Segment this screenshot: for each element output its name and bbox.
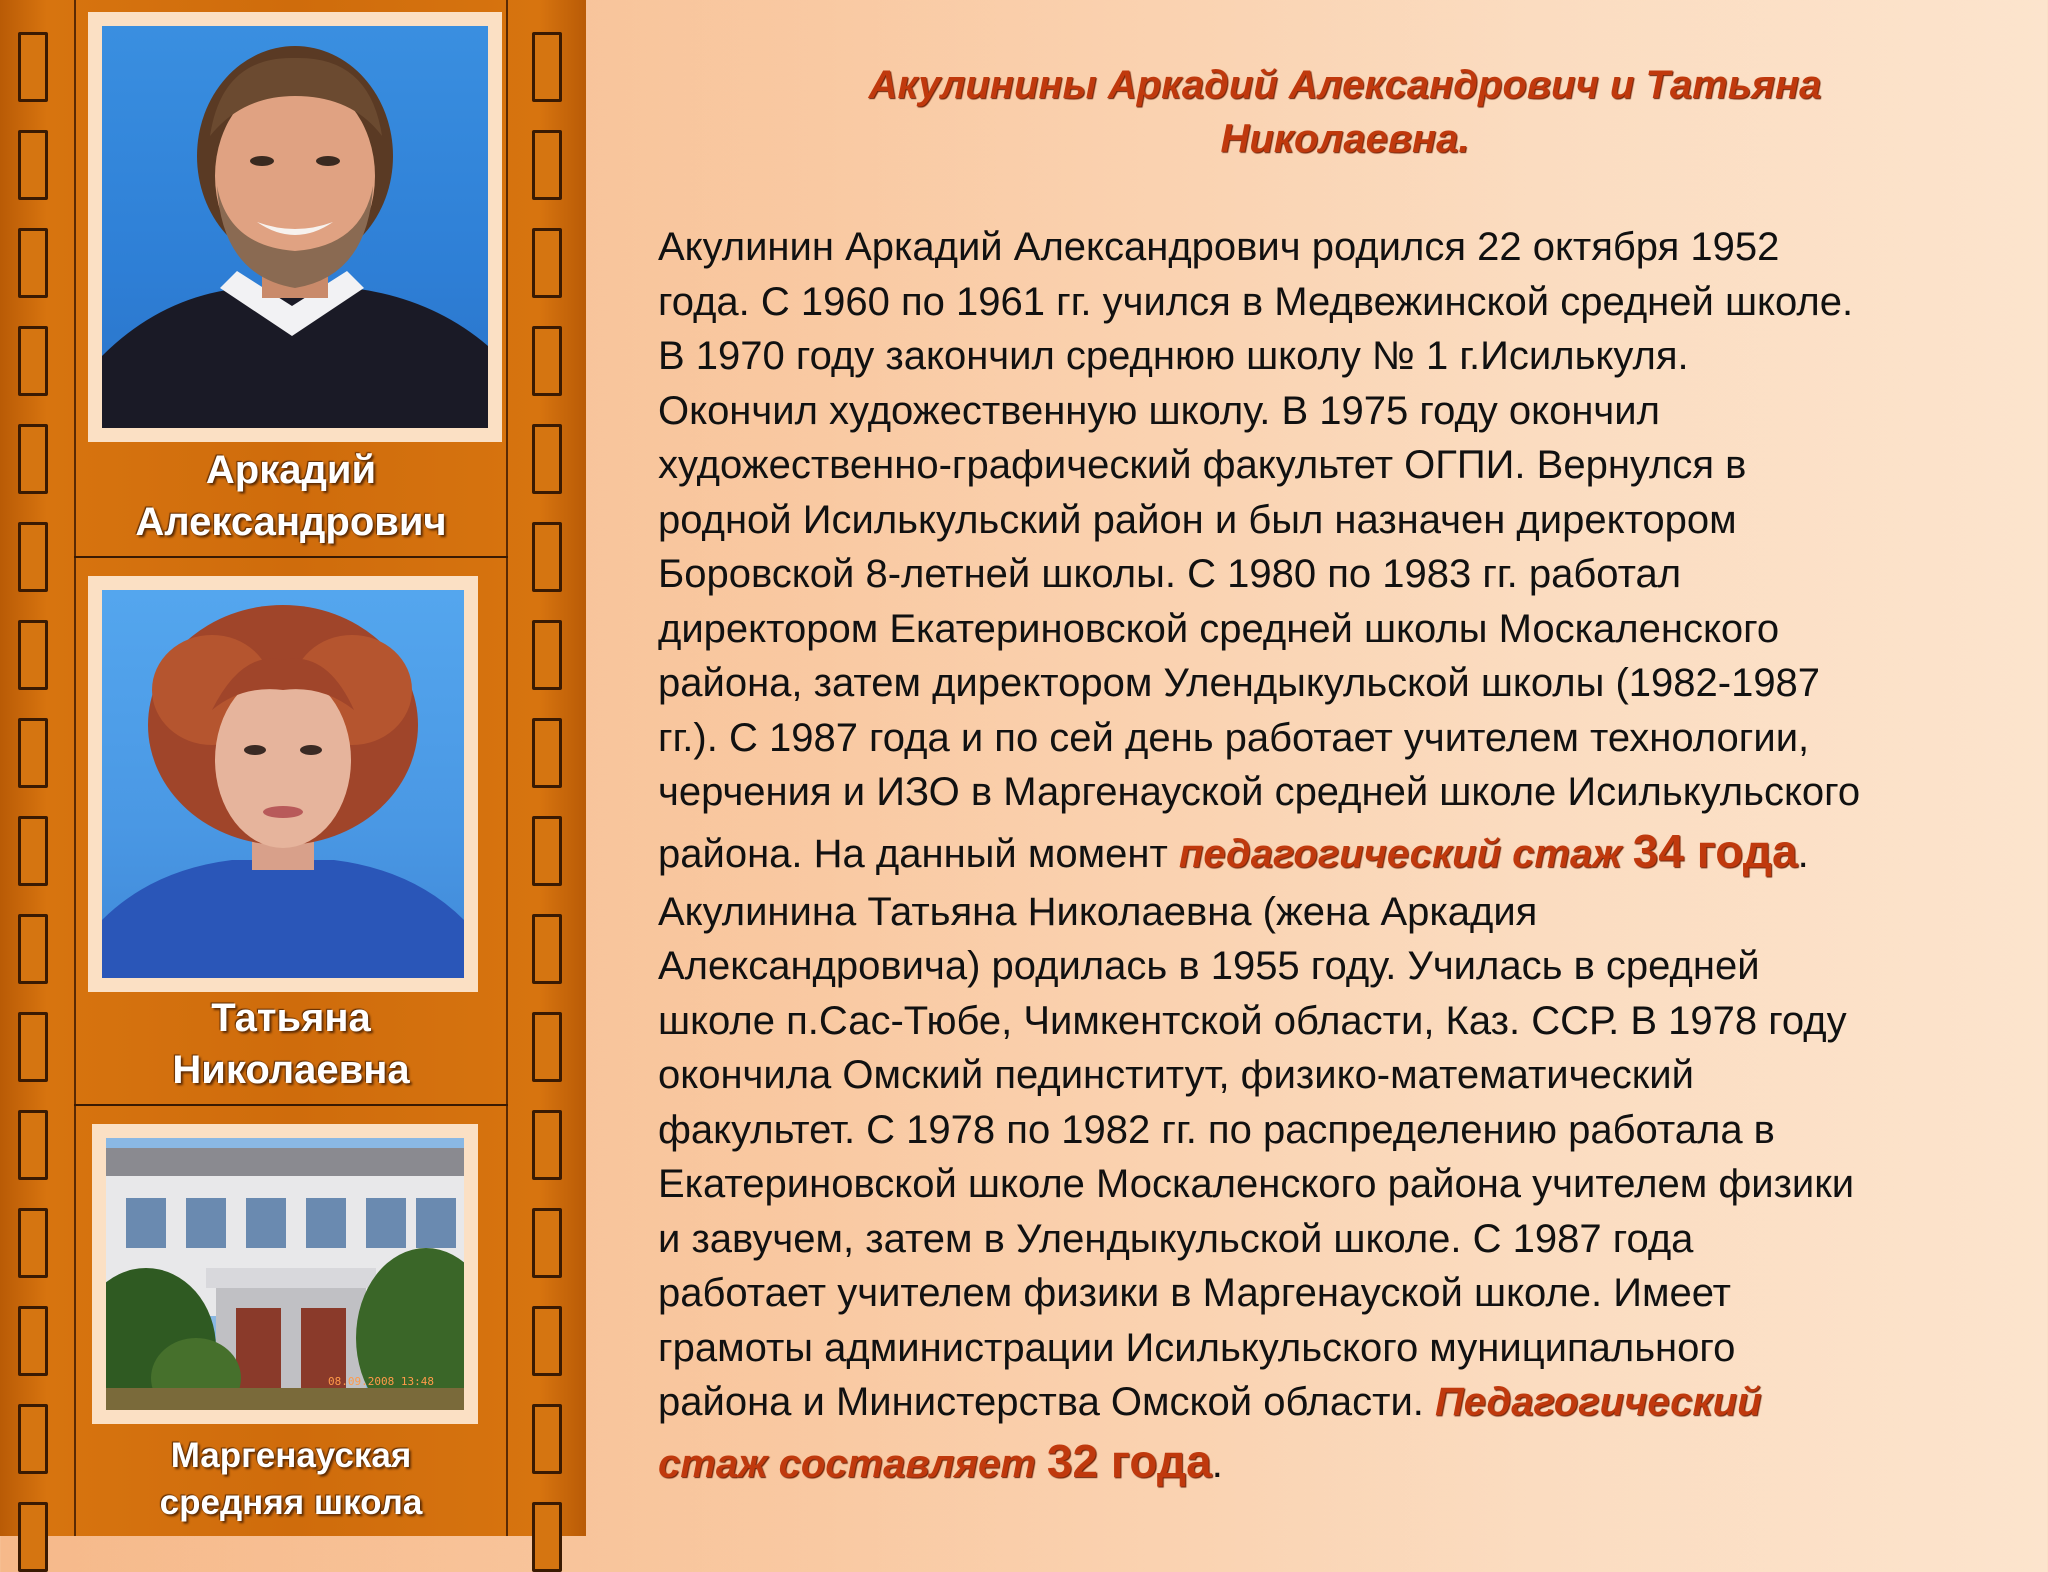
film-perforation [532,914,562,984]
body-text: . [1797,831,1809,876]
film-perforation [532,32,562,102]
body-line-highlight [658,1430,2038,1495]
frame-divider [74,556,508,558]
film-perforation [532,816,562,886]
film-perforation [532,522,562,592]
experience-value: 32 года [1046,1434,1212,1487]
film-perforation [532,1306,562,1376]
caption-arkady [74,444,508,548]
film-perforation [18,130,48,200]
film-perforation [18,1306,48,1376]
film-perforation [18,1208,48,1278]
portrait-tatiana [88,576,478,992]
body-line: черчения и ИЗО в Маргенауской средней школе Исилькульского [658,770,1861,814]
body-line: Акулинин Аркадий Александрович родился 22 октября 1952 [658,225,1780,269]
film-perforation [18,1110,48,1180]
experience-value: 34 года [1632,824,1798,877]
body-line: школе п.Сас-Тюбе, Чимкентской области, Каз. ССР. В 1978 году [658,998,1847,1043]
film-perforation [18,326,48,396]
film-perforation [18,1502,48,1572]
body-text: . [1211,1441,1223,1486]
body-line: В 1970 году закончил среднюю школу № 1 г.Исилькуля. [658,334,1689,378]
caption-line: средняя школа [159,1483,423,1522]
experience-label: стаж составляет [658,1441,1036,1486]
body-line-highlight [658,820,2038,885]
film-perforation [18,718,48,788]
body-line: и завучем, затем в Улендыкульской школе. С 1987 года [658,1216,1694,1261]
photo-timestamp: 08.09.2008 13:48 [328,1375,434,1388]
caption-line: Маргенауская [170,1436,412,1475]
film-perforation [532,1110,562,1180]
film-perforation [532,1502,562,1572]
film-perforation [18,32,48,102]
caption-school [74,1432,508,1526]
caption-line: Николаевна [172,1048,410,1092]
body-text: района и Министерства Омской области. [658,1380,1436,1424]
film-perforation [532,1012,562,1082]
film-perforation [532,718,562,788]
portrait-tatiana-image [102,590,464,978]
film-perforation [532,1404,562,1474]
body-line: директором Екатериновской средней школы Москаленского [658,606,1780,651]
caption-tatiana [74,992,508,1096]
title-line: Акулинины Аркадий Александрович и Татьяна [868,63,1822,107]
biography-text [658,220,2038,1495]
film-perforation [18,1404,48,1474]
page-title [700,58,1990,166]
film-perforation [18,816,48,886]
body-line: окончила Омский пединститут, физико-математический [658,1053,1694,1097]
film-perforation [532,1208,562,1278]
film-perforation [532,620,562,690]
film-perforation [532,228,562,298]
body-line: Екатериновской школе Москаленского района учителем физики [658,1162,1855,1206]
film-perforation [18,1012,48,1082]
film-perforations-right [520,0,578,1536]
school-photo-image [106,1138,464,1410]
caption-line: Александрович [135,500,447,544]
film-perforation [532,326,562,396]
film-perforation [18,914,48,984]
body-line: Александровича) родилась в 1955 году. Училась в средней [658,944,1760,988]
film-perforation [532,424,562,494]
frame-divider [74,1104,508,1106]
portrait-arkady [88,12,502,442]
film-perforation [18,522,48,592]
experience-label: Педагогический [1435,1380,1762,1424]
body-line: факультет. С 1978 по 1982 гг. по распределению работала в [658,1107,1775,1152]
film-perforation [18,424,48,494]
body-line: года. С 1960 по 1961 гг. учился в Медвежинской средней школе. [658,279,1854,324]
school-photo [92,1124,478,1424]
title-line: Николаевна. [1220,117,1470,161]
body-line: работает учителем физики в Маргенауской школе. Имеет [658,1271,1731,1315]
film-perforation [18,620,48,690]
film-perforation [532,130,562,200]
portrait-arkady-image [102,26,488,428]
film-perforation [18,228,48,298]
body-line: Окончил художественную школу. В 1975 году окончил [658,388,1660,433]
body-line-highlight [658,1375,2038,1430]
body-line: родной Исилькульский район и был назначен директором [658,497,1737,542]
body-text: района. На данный момент [658,831,1179,876]
body-line: Боровской 8-летней школы. С 1980 по 1983 гг. работал [658,552,1682,596]
film-perforations-left [6,0,64,1536]
body-line: района, затем директором Улендыкульской школы (1982-1987 [658,661,1821,705]
body-line: художественно-графический факультет ОГПИ. Вернулся в [658,443,1747,487]
caption-line: Аркадий [205,448,377,492]
body-line: Акулинина Татьяна Николаевна (жена Аркадия [658,889,1538,934]
caption-line: Татьяна [211,996,371,1040]
experience-label: педагогический стаж [1178,831,1622,876]
body-line: гг.). С 1987 года и по сей день работает учителем технологии, [658,715,1810,760]
body-line: грамоты администрации Исилькульского муниципального [658,1325,1736,1370]
